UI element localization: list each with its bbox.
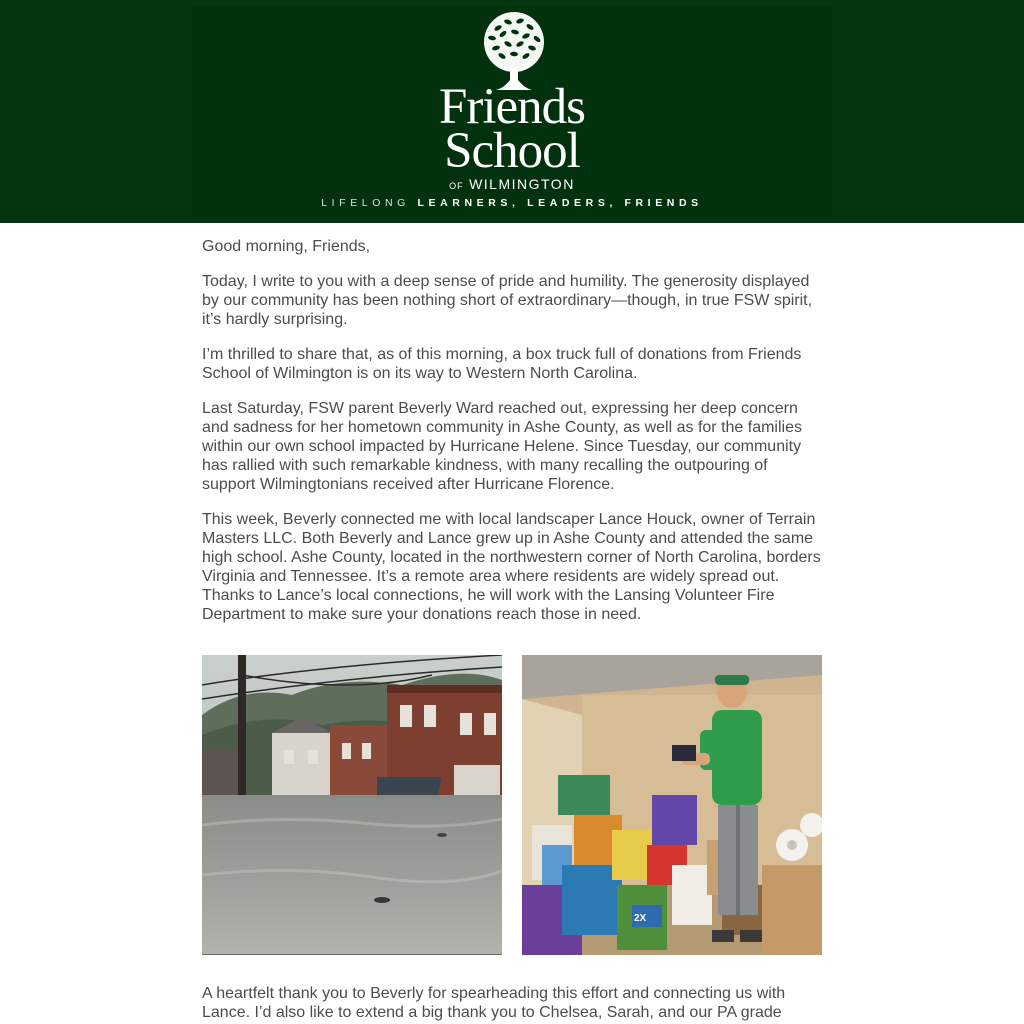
school-name-friends: Friends — [439, 79, 585, 135]
tagline-lifelong: LIFELONG — [321, 197, 410, 209]
box-label: 2X — [634, 913, 647, 924]
tagline — [192, 197, 832, 209]
letter-paragraph-1: Today, I write to you with a deep sense of pride and humility. The generosity displayed by our community has been nothing short of extraordinary—though, in true FSW spirit, it’s hardly surprising. — [202, 273, 813, 328]
truck-donations-photo — [522, 655, 822, 955]
school-name-school: School — [444, 123, 580, 179]
tagline-values: LEARNERS, LEADERS, FRIENDS — [417, 197, 703, 209]
header-logo-panel — [192, 6, 832, 217]
flooded-street-photo — [202, 655, 502, 955]
photo-row — [202, 655, 822, 955]
letter-closing — [202, 984, 824, 1022]
school-name-location — [192, 176, 832, 192]
letter-paragraph-2: I’m thrilled to share that, as of this morning, a box truck full of donations from Friends School of Wilmington is on its way to Western North Carolina. — [202, 346, 802, 382]
letter-paragraph-4: This week, Beverly connected me with local landscaper Lance Houck, owner of Terrain Masters LLC. Both Beverly and Lance grew up in Ashe County and attended the same high school. Ashe County, located in the northwestern corner of North Carolina, borders Virginia and Tennessee. It’s a remote area where residents are widely spread out. Thanks to Lance’s local connections, he will work with the Lansing Volunteer Fire Department to make sure your donations reach those in need. — [202, 511, 821, 623]
closing-paragraph: A heartfelt thank you to Beverly for spearheading this effort and connecting us with Lance. I’d also like to extend a big thank you to Chelsea, Sarah, and our PA grade — [202, 985, 786, 1021]
letter-paragraph-3: Last Saturday, FSW parent Beverly Ward reached out, expressing her deep concern and sadness for her hometown community in Ashe County, as well as for the families within our own school impacted by Hurricane Helene. Since Tuesday, our community has rallied with such remarkable kindness, with many recalling the outpouring of support Wilmingtonians received after Hurricane Florence. — [202, 400, 802, 493]
header-banner — [0, 0, 1024, 223]
greeting: Good morning, Friends, — [202, 238, 371, 255]
letter-body — [202, 237, 824, 640]
school-name-of: OF — [449, 181, 464, 191]
school-name-wilmington: WILMINGTON — [469, 176, 575, 192]
